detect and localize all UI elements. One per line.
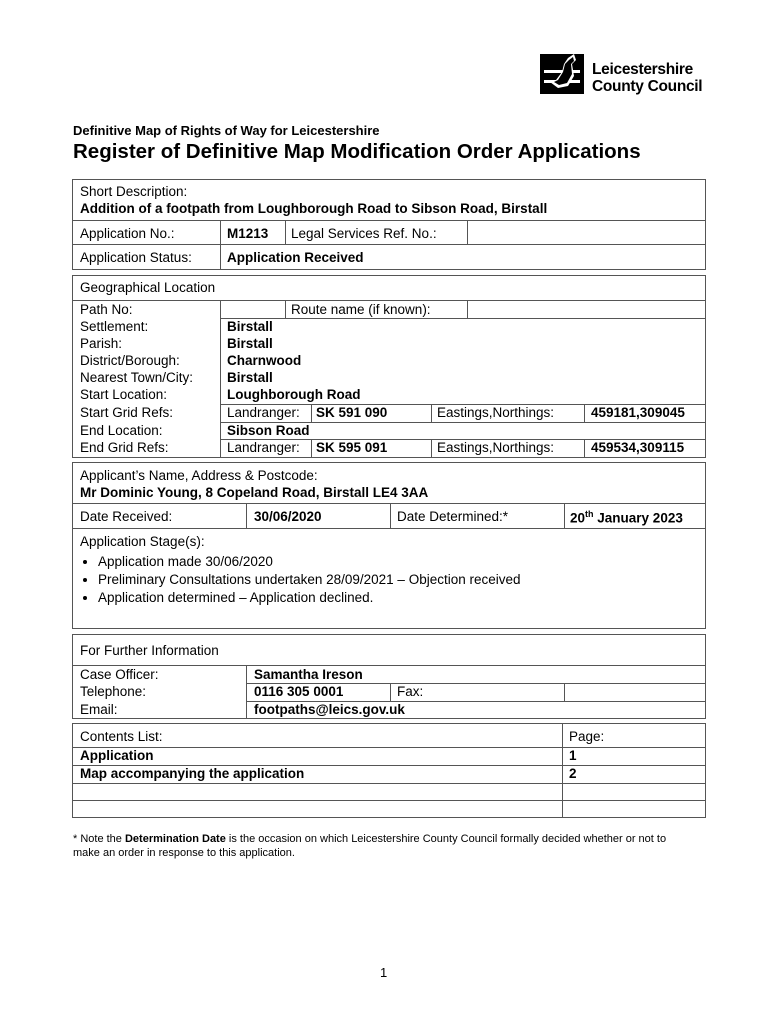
further-information-box (72, 634, 706, 719)
legal-ref-label: Legal Services Ref. No.: (291, 226, 437, 241)
logo-line-1: Leicestershire (592, 61, 693, 78)
contents-list-box (72, 723, 706, 818)
nearest-town-label: Nearest Town/City: (80, 370, 194, 385)
application-status-label: Application Status: (80, 250, 192, 265)
geographical-location-box (72, 275, 706, 458)
page-number: 1 (380, 965, 388, 980)
end-landranger-label: Landranger: (227, 440, 300, 455)
end-grid-refs-label: End Grid Refs: (80, 440, 169, 455)
application-no-label: Application No.: (80, 226, 175, 241)
start-eastnorth-label: Eastings,Northings: (437, 405, 555, 420)
district-label: District/Borough: (80, 353, 180, 368)
council-logo (538, 50, 710, 100)
contents-page-label: Page: (569, 729, 605, 744)
start-eastnorth-value: 459181,309045 (591, 405, 685, 420)
case-officer-label: Case Officer: (80, 667, 159, 682)
fax-label: Fax: (397, 684, 424, 699)
logo-line-2: County Council (592, 78, 703, 95)
stage-item: • Application determined – Application declined. (98, 589, 521, 607)
start-landranger-label: Landranger: (227, 405, 300, 420)
end-eastnorth-label: Eastings,Northings: (437, 440, 555, 455)
geo-heading: Geographical Location (80, 280, 216, 295)
email-value: footpaths@leics.gov.uk (254, 702, 405, 717)
date-received-label: Date Received: (80, 509, 173, 524)
document-title: Register of Definitive Map Modification Order Applications (73, 140, 641, 163)
logo-text (592, 61, 702, 95)
applicant-label: Applicant’s Name, Address & Postcode: (80, 468, 318, 483)
end-location-label: End Location: (80, 423, 163, 438)
contents-row-item: Application (80, 748, 154, 763)
further-info-heading: For Further Information (80, 643, 219, 658)
short-description-label: Short Description: (80, 184, 188, 199)
applicant-box (72, 462, 706, 629)
settlement-label: Settlement: (80, 319, 149, 334)
telephone-value: 0116 305 0001 (254, 684, 344, 699)
stage-item: • Application made 30/06/2020 (98, 553, 521, 571)
contents-label: Contents List: (80, 729, 163, 744)
stages-list (78, 553, 521, 607)
parish-label: Parish: (80, 336, 123, 351)
stages-label: Application Stage(s): (80, 534, 205, 549)
nearest-town-value: Birstall (227, 370, 273, 385)
application-stages (73, 528, 705, 628)
end-eastnorth-value: 459534,309115 (591, 440, 685, 455)
email-label: Email: (80, 702, 118, 717)
telephone-label: Telephone: (80, 684, 147, 699)
date-determined-value: 20th January 2023 (570, 509, 683, 526)
case-officer-value: Samantha Ireson (254, 667, 363, 682)
document-subtitle: Definitive Map of Rights of Way for Leicestershire (73, 123, 380, 138)
district-value: Charnwood (227, 353, 302, 368)
contents-row-item: Map accompanying the application (80, 766, 305, 781)
application-status-value: Application Received (227, 250, 364, 265)
settlement-value: Birstall (227, 319, 273, 334)
start-location-value: Loughborough Road (227, 387, 361, 402)
stage-item: • Preliminary Consultations undertaken 28/09/2021 – Objection received (98, 571, 521, 589)
contents-row-page: 2 (569, 766, 577, 781)
application-no-value: M1213 (227, 226, 269, 241)
start-landranger-value: SK 591 090 (316, 405, 388, 420)
start-location-label: Start Location: (80, 387, 168, 402)
short-description-value: Addition of a footpath from Loughborough Road to Sibson Road, Birstall (80, 201, 548, 216)
path-no-label: Path No: (80, 302, 133, 317)
end-location-value: Sibson Road (227, 423, 310, 438)
contents-row-page: 1 (569, 748, 577, 763)
parish-value: Birstall (227, 336, 273, 351)
end-landranger-value: SK 595 091 (316, 440, 388, 455)
fox-emblem-icon (538, 50, 588, 96)
start-grid-refs-label: Start Grid Refs: (80, 405, 174, 420)
date-received-value: 30/06/2020 (254, 509, 322, 524)
route-name-label: Route name (if known): (291, 302, 431, 317)
application-box (72, 179, 706, 270)
determination-date-note: * Note the Determination Date is the occasion on which Leicestershire County Council formally decided whether or not to make an order in response to this application. (73, 833, 667, 859)
applicant-value: Mr Dominic Young, 8 Copeland Road, Birstall LE4 3AA (80, 485, 429, 500)
date-determined-label: Date Determined:* (397, 509, 509, 524)
